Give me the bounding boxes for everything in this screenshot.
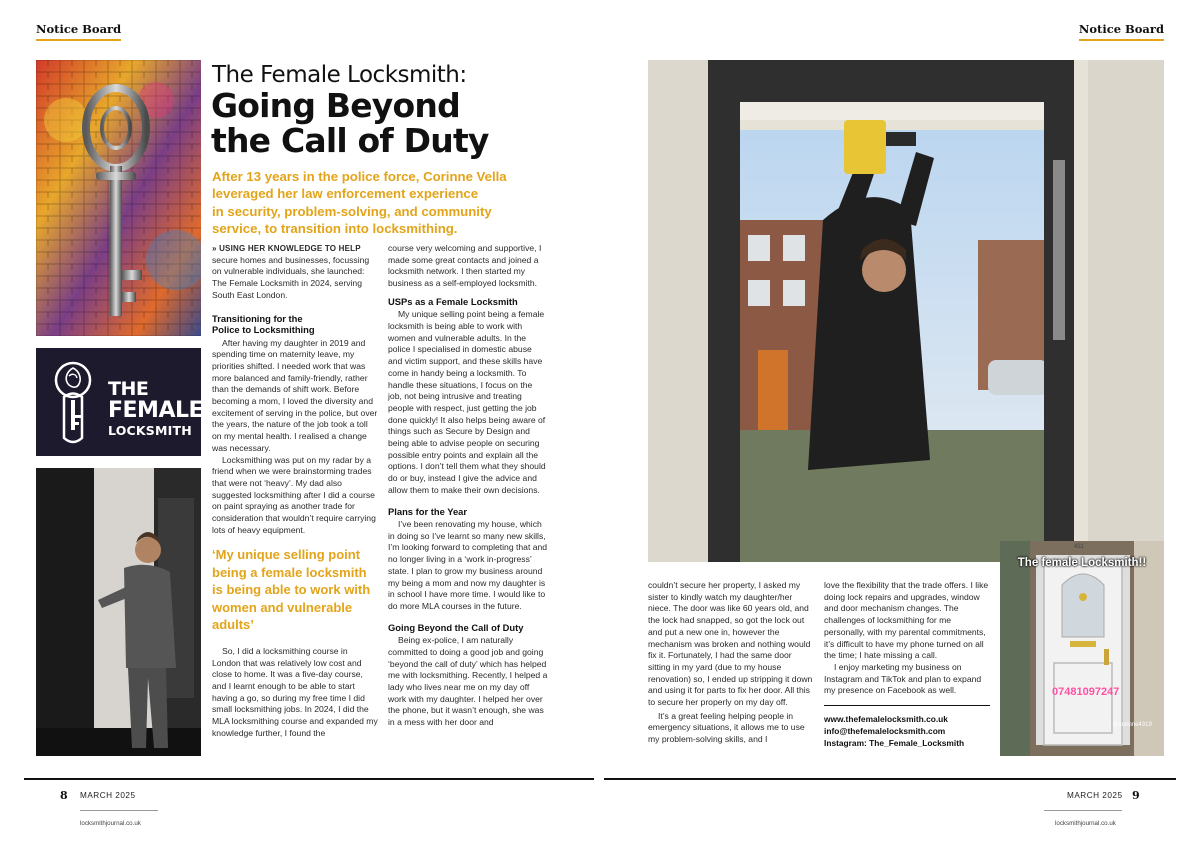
contact-website[interactable]: www.thefemalelocksmith.co.uk [824,714,948,725]
contact-instagram[interactable]: Instagram: The_Female_Locksmith [824,738,965,749]
paragraph-course: So, I did a locksmithing course in London that was relatively low cost and close to home. It was a five-day course, and I learnt enough to be able to start having a go, so during my free time I did small locksmithing jobs. In 2024, I did the MLA locksmithing course and expanded my knowledge further, I found the [212,645,378,738]
article-column-1 [212,243,378,740]
footer-rule-left [24,778,594,780]
title-line-2: the Call of Duty [211,121,489,160]
article-title [211,88,489,158]
corinne-door-photo [36,468,201,756]
title-line-1: Going Beyond [211,86,460,125]
logo-line-female: FEMALE [108,398,204,423]
lead-paragraph: secure homes and businesses, focussing on vulnerable individuals, she launched: The Female Locksmith in 2024, serving South East London. [212,254,370,300]
graffiti-key-image [36,60,201,336]
footer-url-right[interactable]: locksmithjournal.co.uk [1055,820,1116,827]
page-number-right: 9 [1132,789,1140,802]
door-number: 431 [1074,544,1085,550]
heading-transitioning [212,313,378,336]
section-tag-right: Notice Board [1079,22,1164,41]
footer-date-right: MARCH 2025 [1067,791,1123,800]
tiktok-caption: The female Locksmith!! [1017,557,1147,569]
heading-usps: USPs as a Female Locksmith [388,295,518,307]
tiktok-door-image [1000,541,1164,756]
paragraph-right-3: love the flexibility that the trade offers. I like doing lock repairs and upgrades, window and door mechanism changes. The challenges of locksmithing for me personally, with my parental commitments, it’s difficult to have my phone turned on all the time; I hate missing a call. [824,580,989,661]
standfirst-line-3: in security, problem-solving, and community [212,203,492,219]
pull-quote: ‘My unique selling point being a female locksmith is being able to work with women and vulnerable adults’ [212,547,371,633]
logo-line-locksmith: LOCKSMITH [108,423,192,438]
footer-rule-right [604,778,1176,780]
rose-key-icon [50,360,96,446]
article-column-4 [824,580,990,749]
lead-in: » USING HER KNOWLEDGE TO HELP [212,244,361,253]
tiktok-handle: ♪ @corinne4319 [1108,722,1152,728]
tiktok-phone: 07481097247 [1052,686,1120,698]
heading-transitioning-line-2: Police to Locksmithing [212,324,315,336]
contact-block [824,713,990,749]
standfirst-line-1: After 13 years in the police force, Corinne Vella [212,169,507,184]
contact-email[interactable]: info@thefemalelocksmith.com [824,726,946,737]
paragraph-plans: I’ve been renovating my house, which in doing so I’ve learnt so many new skills, I’m looking forward to completing that and no longer living in a ‘work in-progress’ state. I plan to grow my business around my being a mom and now my daughter is in school I have more time. I would like to do more MLA courses in the future. [388,519,548,611]
paragraph-usps: My unique selling point being a female locksmith is being able to work with women and vulnerable adults. In the police I specialised in domestic abuse and victim support, and these skills have come in handy being a locksmith. To handle these situations, I focus on the job, not being intrusive and treating people with respect, just getting the job done quickly! It also helps being aware of things such as Secure by Design and being able to advise people on securing possible entry points and explain all the options. I don’t tell them what they should do or buy, instead I give the advice and allow them to make their own decisions. [388,309,546,495]
page-number-left: 8 [60,789,68,802]
footer-date-left: MARCH 2025 [80,791,136,800]
drilling-door-photo [648,60,1164,562]
article-column-3 [648,580,814,746]
standfirst-line-2: leveraged her law enforcement experience [212,186,479,202]
contact-divider [824,705,990,706]
paragraph-right-2: It’s a great feeling helping people in emergency situations, it allows me to use my problem-solving skills, and I [648,710,805,745]
paragraph-right-4: I enjoy marketing my business on Instagram and TikTok and plan to expand my presence on Facebook as well. [824,661,982,696]
footer-thin-rule-left [80,810,158,811]
paragraph-beyond: Being ex-police, I am naturally committed to doing a good job and going ‘beyond the call of duty’ which has helped me with locksmithing. Recently, I helped a lady who lives near me on my day off work with my daughter. I helped her over the phone, but it wasn’t enough, she was in a mess with her door and [388,635,548,728]
standfirst-line-4: service, to transition into locksmithing. [212,220,458,236]
heading-beyond: Going Beyond the Call of Duty [388,621,524,633]
paragraph-course-continued: course very welcoming and supportive, I made some great contacts and joined a locksmith network. I then started my business as a self-employed locksmith. [388,243,542,289]
paragraph-transition-1: After having my daughter in 2019 and spending time on maternity leave, my priorities shifted. I needed work that was more balanced and family-friendly, rather than the demands of shift work. Before becoming a mom, I loved the diversity and excitement of serving in the police, but over the years, the nature of the job took a toll on my mental health. I realised a change was necessary. [212,337,378,453]
footer-url-left[interactable]: locksmithjournal.co.uk [80,820,141,827]
standfirst [212,168,507,237]
article-kicker: The Female Locksmith: [212,62,467,88]
article-column-2 [388,243,548,729]
footer-thin-rule-right [1044,810,1122,811]
heading-transitioning-line-1: Transitioning for the [212,312,303,324]
logo-line-the: THE [108,378,149,400]
female-locksmith-logo [36,348,204,456]
paragraph-right-1: couldn’t secure her property, I asked my sister to kindly watch my daughter/her niece. The door was like 60 years old, and the lock had snapped, so got the lock out and put a new one in, however the mechanism was broken and nothing would fix it. Fortunately, I had the same door sitting in my yard (due to my house renovation) so, I ended up stripping it down and using it for parts to fix her door. All this to secure her properly on my day off. [648,580,813,708]
heading-plans: Plans for the Year [388,505,468,517]
section-tag-left: Notice Board [36,22,121,41]
paragraph-transition-2: Locksmithing was put on my radar by a friend when we were brainstorming trades that were not ‘heavy’. My dad also suggested locksmithing after I did a course on paint spraying as another trade for consideration that wouldn’t require carrying lots of heavy equipment. [212,454,376,535]
